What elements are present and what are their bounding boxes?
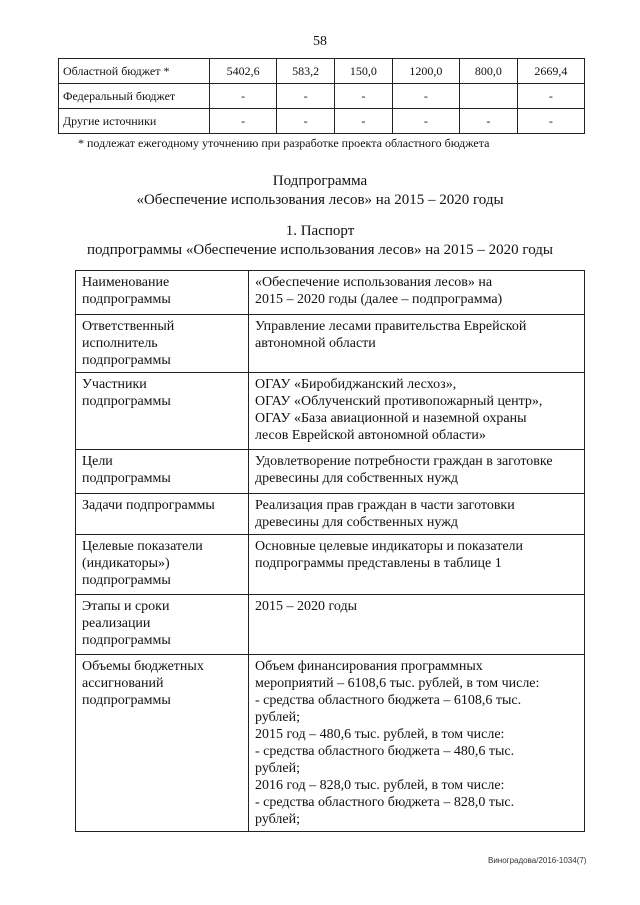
table-row [59,109,585,134]
passport-key-line: реализации [82,616,151,631]
table-cell-label: Другие источники [59,109,210,134]
table-cell: - [210,84,277,109]
table-row [76,373,585,450]
passport-value-line: древесины для собственных нужд [255,471,458,486]
passport-value-line: 2015 – 2020 годы (далее – подпрограмма) [255,292,503,307]
passport-key-line: Наименование [82,275,170,290]
passport-value-cell [249,315,585,373]
passport-value-line: Удовлетворение потребности граждан в заготовке [255,454,553,469]
document-footer-code: Виноградова/2016-1034(7) [488,856,587,865]
passport-key-line: подпрограммы [82,633,171,648]
passport-key-line: (индикаторы») [82,556,170,571]
table-cell-label: Федеральный бюджет [59,84,210,109]
passport-key-cell [76,595,249,655]
table-cell: - [517,109,584,134]
passport-key-cell [76,373,249,450]
passport-value-cell [249,450,585,494]
passport-value-cell [249,373,585,450]
passport-value-line: ОГАУ «База авиационной и наземной охраны [255,411,527,426]
passport-value-line: подпрограммы представлены в таблице 1 [255,556,502,571]
passport-title-line: 1. Паспорт [285,223,355,239]
passport-key-line: Ответственный [82,319,175,334]
table-row [59,59,585,84]
passport-key-cell [76,271,249,315]
budget-table [58,58,585,134]
passport-value-line: Управление лесами правительства Еврейской [255,319,527,334]
table-cell: 1200,0 [392,59,459,84]
table-row [76,494,585,535]
page-number: 58 [313,34,327,49]
table-cell: - [517,84,584,109]
table-row [76,450,585,494]
passport-value-line: 2015 год – 480,6 тыс. рублей, в том числе: [255,727,505,742]
passport-value-line: Реализация прав граждан в части заготовки [255,498,515,513]
passport-key-line: Цели [82,454,113,469]
passport-value-line: 2015 – 2020 годы [255,599,358,614]
passport-value-line: - средства областного бюджета – 480,6 тыс. [255,744,515,759]
subprogram-title [0,172,640,210]
passport-title [0,222,640,260]
table-cell: 2669,4 [517,59,584,84]
passport-key-cell [76,655,249,832]
passport-key-line: Участники [82,377,147,392]
table-cell: - [392,84,459,109]
passport-value-cell [249,655,585,832]
subprogram-title-line: Подпрограмма [272,173,368,189]
table-row [59,84,585,109]
table-cell: - [334,84,392,109]
passport-key-line: подпрограммы [82,394,171,409]
passport-title-line: подпрограммы «Обеспечение использования лесов» на 2015 – 2020 годы [87,242,553,258]
passport-value-line: рублей; [255,761,300,776]
passport-key-cell [76,535,249,595]
passport-value-cell [249,595,585,655]
passport-value-line: мероприятий – 6108,6 тыс. рублей, в том числе: [255,676,540,691]
passport-value-line: 2016 год – 828,0 тыс. рублей, в том числе: [255,778,505,793]
table-row [76,655,585,832]
passport-key-line: Целевые показатели [82,539,203,554]
footnote: * подлежат ежегодному уточнению при разработке проекта областного бюджета [78,136,490,150]
table-cell-label: Областной бюджет * [59,59,210,84]
passport-key-line: Этапы и сроки [82,599,170,614]
table-cell: - [210,109,277,134]
table-row [76,271,585,315]
passport-value-line: ОГАУ «Облученский противопожарный центр», [255,394,543,409]
table-cell [459,84,517,109]
passport-key-line: подпрограммы [82,573,171,588]
passport-value-line: ОГАУ «Биробиджанский лесхоз», [255,377,457,392]
passport-value-line: Основные целевые индикаторы и показатели [255,539,524,554]
passport-value-line: - средства областного бюджета – 6108,6 тыс. [255,693,522,708]
passport-key-cell [76,450,249,494]
table-row [76,535,585,595]
passport-value-line: лесов Еврейской автономной области» [255,428,486,443]
passport-value-line: «Обеспечение использования лесов» на [255,275,493,290]
passport-value-line: рублей; [255,710,300,725]
passport-key-line: подпрограммы [82,353,171,368]
passport-key-line: Объемы бюджетных [82,659,204,674]
table-cell: 800,0 [459,59,517,84]
passport-value-line: рублей; [255,812,300,827]
passport-value-cell [249,494,585,535]
table-cell: 150,0 [334,59,392,84]
passport-key-line: Задачи подпрограммы [82,498,215,513]
passport-key-line: ассигнований [82,676,164,691]
subprogram-title-line: «Обеспечение использования лесов» на 2015 – 2020 годы [136,192,504,208]
passport-key-line: подпрограммы [82,292,171,307]
passport-key-line: подпрограммы [82,693,171,708]
table-cell: - [459,109,517,134]
passport-value-cell [249,271,585,315]
table-cell: - [334,109,392,134]
passport-table [75,270,585,832]
table-row [76,595,585,655]
passport-value-line: древесины для собственных нужд [255,515,458,530]
passport-value-line: Объем финансирования программных [255,659,483,674]
passport-value-cell [249,535,585,595]
passport-value-line: - средства областного бюджета – 828,0 тыс. [255,795,515,810]
table-cell: - [277,84,335,109]
budget-table-body [59,59,585,134]
passport-table-body [76,271,585,832]
table-cell: - [392,109,459,134]
table-cell: - [277,109,335,134]
passport-key-line: подпрограммы [82,471,171,486]
passport-key-line: исполнитель [82,336,158,351]
passport-value-line: автономной области [255,336,376,351]
table-cell: 5402,6 [210,59,277,84]
passport-key-cell [76,315,249,373]
table-cell: 583,2 [277,59,335,84]
passport-key-cell [76,494,249,535]
table-row [76,315,585,373]
